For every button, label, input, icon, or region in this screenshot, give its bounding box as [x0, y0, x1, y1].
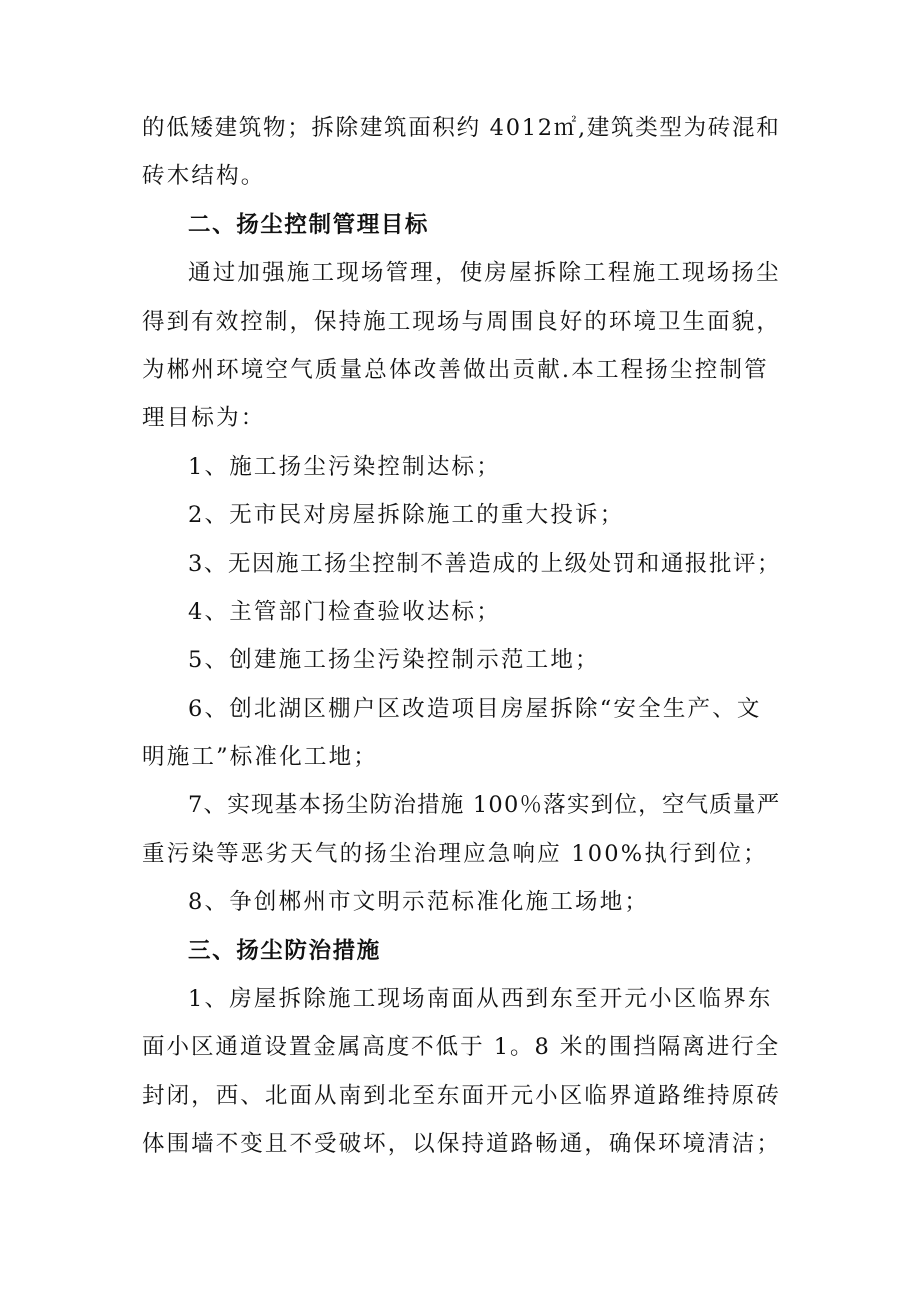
measure-1-line-2: 面小区通道设置金属高度不低于 1。8 米的围挡隔离进行全 [142, 1034, 781, 1061]
list-item-7-line-1: 7、实现基本扬尘防治措施 100％落实到位，空气质量严 [188, 792, 781, 819]
measure-1-line-1: 1、房屋拆除施工现场南面从西到东至开元小区临界东 [188, 986, 773, 1013]
list-item-1: 1、施工扬尘污染控制达标； [188, 453, 501, 480]
body-line-2: 砖木结构。 [142, 163, 266, 190]
list-item-7-line-2: 重污染等恶劣天气的扬尘治理应急响应 100%执行到位； [142, 840, 768, 867]
body-line-1: 的低矮建筑物；拆除建筑面积约 4012㎡,建筑类型为砖混和 [142, 115, 781, 141]
measure-1-line-4: 体围墙不变且不受破坏，以保持道路畅通，确保环境清洁； [142, 1131, 781, 1158]
paragraph-goal-line-1: 通过加强施工现场管理，使房屋拆除工程施工现场扬尘 [188, 260, 781, 287]
document-body [142, 104, 782, 1169]
list-item-4: 4、主管部门检查验收达标； [188, 598, 501, 625]
list-item-6-line-1: 6、创北湖区棚户区改造项目房屋拆除“安全生产、文 [188, 695, 762, 722]
paragraph-goal-line-3: 为郴州环境空气质量总体改善做出贡献.本工程扬尘控制管 [142, 356, 769, 383]
paragraph-goal-line-4: 理目标为： [142, 405, 266, 432]
list-item-8: 8、争创郴州市文明示范标准化施工场地； [188, 889, 650, 916]
list-item-3: 3、无因施工扬尘控制不善造成的上级处罚和通报批评； [188, 550, 782, 577]
measure-1-line-3: 封闭，西、北面从南到北至东面开元小区临界道路维持原砖 [142, 1082, 781, 1109]
list-item-2: 2、无市民对房屋拆除施工的重大投诉； [188, 502, 625, 529]
list-item-6-line-2: 明施工”标准化工地； [142, 744, 379, 771]
section-heading-2: 二、扬尘控制管理目标 [188, 211, 430, 238]
list-item-5: 5、创建施工扬尘污染控制示范工地； [188, 647, 600, 674]
paragraph-goal-line-2: 得到有效控制，保持施工现场与周围良好的环境卫生面貌， [142, 308, 781, 335]
section-heading-3: 三、扬尘防治措施 [188, 937, 381, 964]
